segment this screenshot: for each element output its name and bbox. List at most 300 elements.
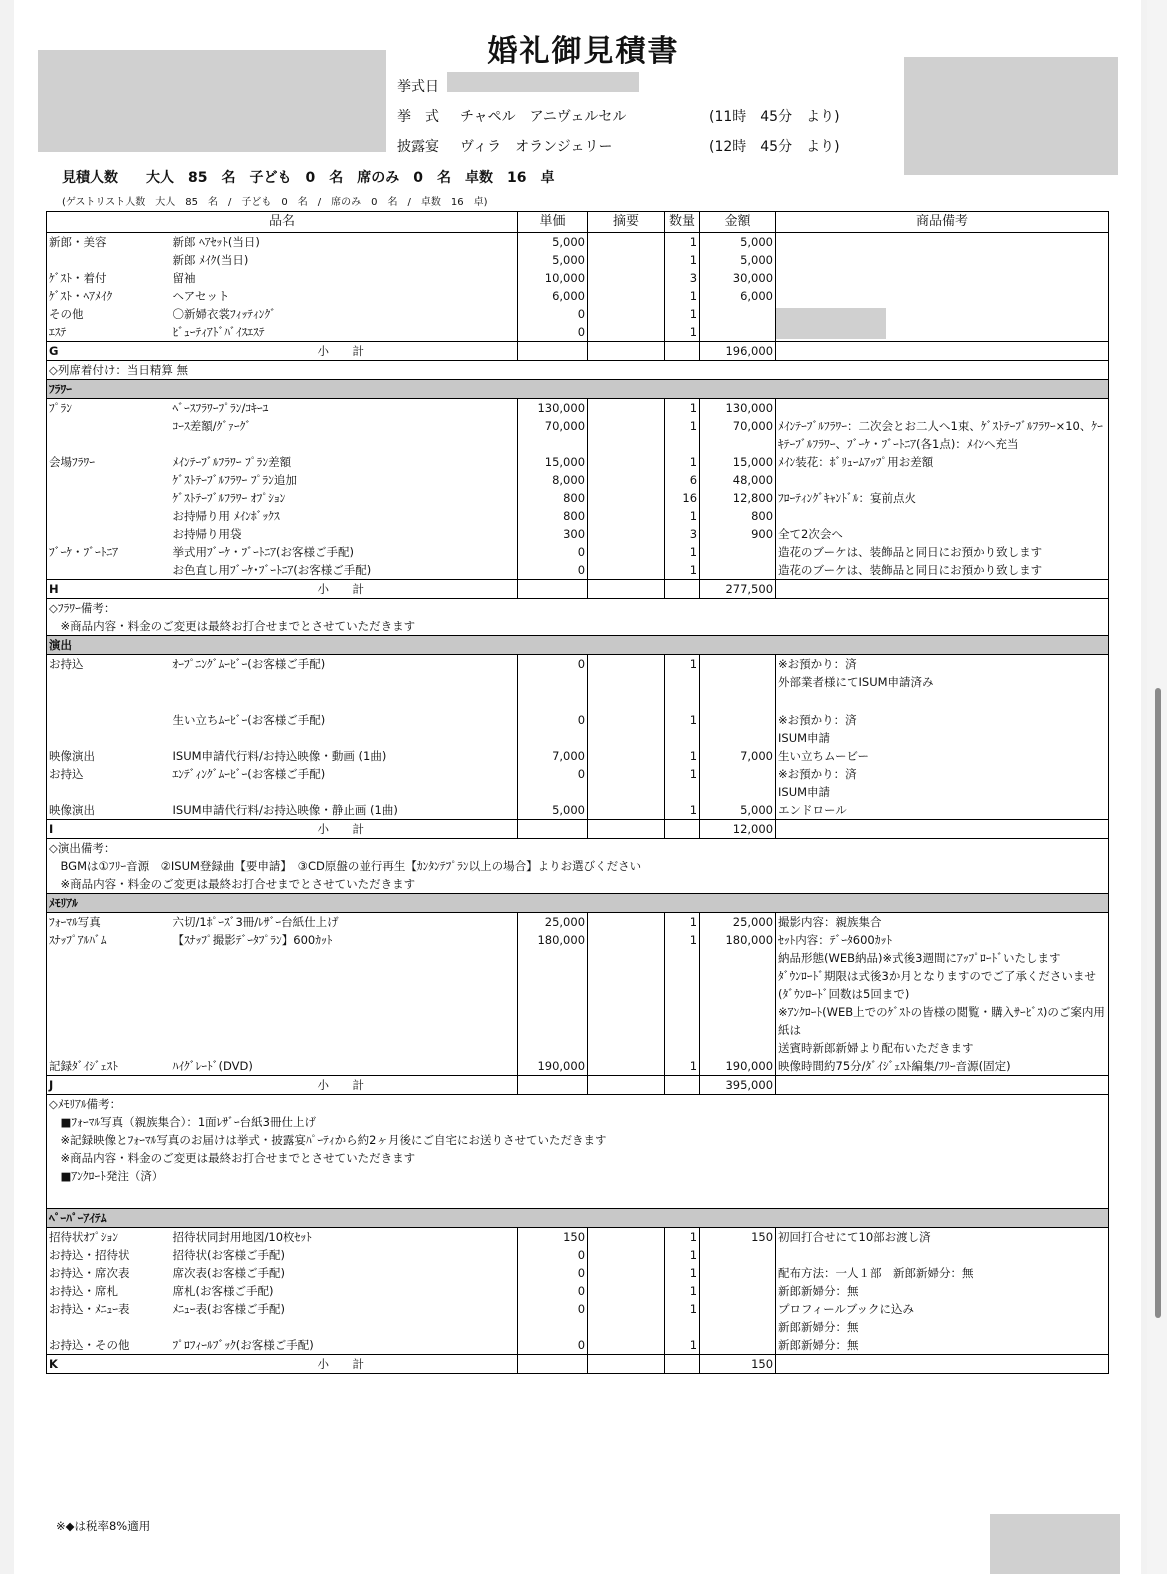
section-note: ◇列席着付け：当日精算 無 <box>47 361 1109 380</box>
qty-cell: 1 <box>665 711 700 747</box>
table-row <box>47 801 1109 820</box>
unit-price-cell: 150 <box>518 1227 588 1246</box>
amount-cell: 15,000 <box>700 453 776 471</box>
summary-cell <box>588 1300 665 1336</box>
amount-cell: 180,000 <box>700 931 776 1057</box>
category-cell: 招待状ｵﾌﾟｼｮﾝ <box>49 1229 118 1244</box>
category-cell: お持込 <box>49 766 84 781</box>
subtotal-empty <box>776 819 1109 838</box>
qty-cell: 1 <box>665 507 700 525</box>
unit-price-cell: 70,000 <box>518 417 588 453</box>
category-cell: 映像演出 <box>49 748 95 763</box>
category-cell <box>47 507 171 525</box>
remark-cell <box>776 305 1109 323</box>
subtotal-empty <box>518 1075 588 1094</box>
table-row <box>47 1246 1109 1264</box>
remark-cell <box>776 1246 1109 1264</box>
summary-cell <box>588 525 665 543</box>
summary-cell <box>588 323 665 342</box>
category-cell: 会場ﾌﾗﾜｰ <box>49 455 95 469</box>
amount-cell <box>700 1300 776 1336</box>
item-name-cell: 留袖 <box>172 271 196 285</box>
summary-cell <box>588 711 665 747</box>
table-row <box>47 417 1109 453</box>
category-cell: お持込・席次表 <box>49 1265 130 1280</box>
summary-cell <box>588 269 665 287</box>
subtotal-label: 小 計 <box>171 342 518 361</box>
subtotal-code: J <box>47 1075 171 1094</box>
item-name-cell: お持帰り用袋 <box>172 527 242 541</box>
amount-cell <box>700 305 776 323</box>
amount-cell: 12,800 <box>700 489 776 507</box>
subtotal-amount: 150 <box>700 1354 776 1373</box>
amount-cell: 6,000 <box>700 287 776 305</box>
qty-cell: 1 <box>665 1057 700 1076</box>
unit-price-cell: 5,000 <box>518 251 588 269</box>
qty-cell: 1 <box>665 1282 700 1300</box>
section-title: 演出 <box>47 636 1109 655</box>
section-header-row <box>47 1208 1109 1227</box>
subtotal-label: 小 計 <box>171 580 518 599</box>
reception-venue: ヴィラ オランジェリー <box>460 139 613 155</box>
category-cell <box>47 471 171 489</box>
subtotal-empty <box>665 819 700 838</box>
table-row <box>47 489 1109 507</box>
redacted-ceremony-date <box>447 72 639 92</box>
guest-list-headcount: (ゲストリスト人数 大人 85 名 / 子ども 0 名 / 席のみ 0 名 / 卓数 16 卓) <box>62 197 488 208</box>
col-header-item: 品名 <box>47 212 518 233</box>
redacted-block-bottom <box>990 1514 1120 1574</box>
item-name-cell: お色直し用ﾌﾞｰｹ･ﾌﾞｰﾄﾆｱ(お客様ご手配) <box>172 563 372 577</box>
unit-price-cell: 8,000 <box>518 471 588 489</box>
qty-cell: 1 <box>665 323 700 342</box>
unit-price-cell: 7,000 <box>518 747 588 765</box>
item-name-cell: 〇新婦衣裳ﾌｨｯﾃｨﾝｸﾞ <box>172 307 276 321</box>
category-cell: お持込・招待状 <box>49 1247 130 1262</box>
table-row <box>47 711 1109 747</box>
unit-price-cell: 180,000 <box>518 931 588 1057</box>
unit-price-cell: 0 <box>518 711 588 747</box>
table-row <box>47 1264 1109 1282</box>
col-header-qty: 数量 <box>665 212 700 233</box>
item-name-cell: ﾒｲﾝﾃｰﾌﾞﾙﾌﾗﾜｰ ﾌﾟﾗﾝ差額 <box>172 455 292 469</box>
unit-price-cell: 800 <box>518 507 588 525</box>
item-name-cell: ﾌﾟﾛﾌｨｰﾙﾌﾞｯｸ(お客様ご手配) <box>172 1337 314 1352</box>
remark-cell: 造花のブーケは、装飾品と同日にお預かり致します <box>776 561 1109 580</box>
table-row <box>47 471 1109 489</box>
amount-cell: 150 <box>700 1227 776 1246</box>
ceremony-venue: チャペル アニヴェルセル <box>460 109 627 125</box>
item-name-cell: ﾒﾆｭｰ表(お客様ご手配) <box>172 1301 285 1316</box>
amount-cell <box>700 543 776 561</box>
qty-cell: 6 <box>665 471 700 489</box>
category-cell <box>47 489 171 507</box>
item-name-cell: ｵｰﾌﾟﾆﾝｸﾞﾑｰﾋﾞｰ(お客様ご手配) <box>172 657 326 671</box>
table-row <box>47 1057 1109 1076</box>
subtotal-empty <box>665 342 700 361</box>
category-cell <box>47 561 171 580</box>
table-row <box>47 323 1109 342</box>
page-title: 婚礼御見積書 <box>487 34 680 69</box>
summary-cell <box>588 765 665 801</box>
unit-price-cell: 0 <box>518 305 588 323</box>
subtotal-row <box>47 819 1109 838</box>
category-cell: 記録ﾀﾞｲｼﾞｪｽﾄ <box>49 1058 118 1073</box>
amount-cell: 7,000 <box>700 747 776 765</box>
section-title: ﾍﾟｰﾊﾟｰｱｲﾃﾑ <box>47 1208 1109 1227</box>
qty-cell: 1 <box>665 453 700 471</box>
qty-cell: 1 <box>665 543 700 561</box>
table-row <box>47 765 1109 801</box>
summary-cell <box>588 801 665 820</box>
unit-price-cell: 130,000 <box>518 399 588 418</box>
remark-cell: ﾒｲﾝﾃｰﾌﾞﾙﾌﾗﾜｰ：二次会とお二人へ1束、ｹﾞｽﾄﾃｰﾌﾞﾙﾌﾗﾜｰ×10、ｹｰｷﾃｰﾌﾞﾙﾌﾗﾜｰ、ﾌﾞｰｹ・ﾌﾞｰﾄﾆｱ(各1点)：ﾒｲﾝへ充当 <box>776 417 1109 453</box>
item-name-cell: ｴﾝﾃﾞｨﾝｸﾞﾑｰﾋﾞｰ(お客様ご手配) <box>172 766 326 781</box>
table-row <box>47 747 1109 765</box>
remark-cell <box>776 251 1109 269</box>
item-name-cell: 【ｽﾅｯﾌﾟ撮影ﾃﾞｰﾀﾌﾟﾗﾝ】600ｶｯﾄ <box>172 932 333 947</box>
unit-price-cell: 5,000 <box>518 233 588 252</box>
ceremony-date-label: 挙式日 <box>397 79 439 95</box>
item-name-cell: 新郎 ﾒｲｸ(当日) <box>172 253 249 267</box>
remark-cell: エンドロール <box>776 801 1109 820</box>
remark-cell <box>776 399 1109 418</box>
unit-price-cell: 0 <box>518 561 588 580</box>
qty-cell: 3 <box>665 525 700 543</box>
amount-cell: 5,000 <box>700 233 776 252</box>
subtotal-empty <box>665 1354 700 1373</box>
subtotal-amount: 12,000 <box>700 819 776 838</box>
category-cell <box>47 251 171 269</box>
qty-cell: 1 <box>665 561 700 580</box>
table-row <box>47 233 1109 252</box>
section-note-row <box>47 361 1109 380</box>
estimate-table <box>46 211 1109 1374</box>
subtotal-code: G <box>47 342 171 361</box>
item-name-cell: ｹﾞｽﾄﾃｰﾌﾞﾙﾌﾗﾜｰ ｵﾌﾟｼｮﾝ <box>172 491 286 505</box>
subtotal-empty <box>665 580 700 599</box>
remark-cell: 配布方法：一人１部 新郎新婦分：無 <box>776 1264 1109 1282</box>
summary-cell <box>588 453 665 471</box>
subtotal-row <box>47 342 1109 361</box>
scrollbar-track[interactable] <box>1147 0 1167 1574</box>
item-name-cell: 生い立ちﾑｰﾋﾞｰ(お客様ご手配) <box>172 712 326 727</box>
category-cell: お持込・席札 <box>49 1283 118 1298</box>
amount-cell <box>700 765 776 801</box>
remark-cell: 造花のブーケは、装飾品と同日にお預かり致します <box>776 543 1109 561</box>
amount-cell <box>700 1282 776 1300</box>
unit-price-cell: 0 <box>518 1282 588 1300</box>
item-name-cell: 席札(お客様ご手配) <box>172 1283 274 1298</box>
amount-cell: 5,000 <box>700 251 776 269</box>
category-cell: お持込・その他 <box>49 1337 130 1352</box>
amount-cell: 25,000 <box>700 912 776 931</box>
category-cell <box>47 711 171 747</box>
qty-cell: 1 <box>665 801 700 820</box>
table-row <box>47 543 1109 561</box>
amount-cell: 48,000 <box>700 471 776 489</box>
amount-cell: 800 <box>700 507 776 525</box>
remark-cell: プロフィールブックに込み 新郎新婦分：無 <box>776 1300 1109 1336</box>
subtotal-empty <box>665 1075 700 1094</box>
item-name-cell: ｹﾞｽﾄﾃｰﾌﾞﾙﾌﾗﾜｰ ﾌﾟﾗﾝ追加 <box>172 473 297 487</box>
unit-price-cell: 300 <box>518 525 588 543</box>
qty-cell: 1 <box>665 233 700 252</box>
unit-price-cell: 190,000 <box>518 1057 588 1076</box>
table-row <box>47 305 1109 323</box>
qty-cell: 1 <box>665 251 700 269</box>
table-row <box>47 525 1109 543</box>
category-cell: 映像演出 <box>49 802 95 817</box>
subtotal-empty <box>518 580 588 599</box>
remark-cell <box>776 233 1109 252</box>
table-header-row <box>47 212 1109 233</box>
item-name-cell: 新郎 ﾍｱｾｯﾄ(当日) <box>172 235 260 249</box>
table-row <box>47 507 1109 525</box>
summary-cell <box>588 747 665 765</box>
summary-cell <box>588 471 665 489</box>
section-header-row <box>47 893 1109 912</box>
item-name-cell: お持帰り用 ﾒｲﾝﾎﾞｯｸｽ <box>172 509 280 523</box>
table-row <box>47 912 1109 931</box>
tax-footnote: ※◆は税率8%適用 <box>56 1519 151 1533</box>
item-name-cell: ISUM申請代行料/お持込映像・静止画 (1曲) <box>172 802 398 817</box>
unit-price-cell: 15,000 <box>518 453 588 471</box>
reception-time: (12時 45分 より) <box>709 139 840 155</box>
qty-cell: 1 <box>665 287 700 305</box>
category-cell: ｴｽﾃ <box>49 325 67 339</box>
subtotal-empty <box>518 342 588 361</box>
category-cell: その他 <box>49 307 84 321</box>
amount-cell <box>700 323 776 342</box>
remark-cell: ｾｯﾄ内容：ﾃﾞｰﾀ600ｶｯﾄ 納品形態(WEB納品)※式後3週間にｱｯﾌﾟﾛｰﾄﾞいたします ﾀﾞｳﾝﾛｰﾄﾞ期限は式後3か月となりますのでご了承くださいませ (ﾀﾞｳﾝﾛｰﾄﾞ回数は5回まで) ※ｱﾝｸﾛｰﾄ(WEB上でのｹﾞｽﾄの皆様の閲覧・購入ｻｰﾋﾞｽ)のご案内用紙は 送賓時新郎新婦より配布いただきます <box>776 931 1109 1057</box>
qty-cell: 1 <box>665 417 700 453</box>
item-name-cell: 招待状同封用地図/10枚ｾｯﾄ <box>172 1229 312 1244</box>
remark-cell: 撮影内容：親族集合 <box>776 912 1109 931</box>
summary-cell <box>588 233 665 252</box>
summary-cell <box>588 305 665 323</box>
category-cell: ﾌﾟﾗﾝ <box>49 401 72 415</box>
unit-price-cell: 0 <box>518 655 588 711</box>
estimate-headcount: 見積人数 大人 85 名 子ども 0 名 席のみ 0 名 卓数 16 卓 <box>62 170 555 186</box>
table-row <box>47 399 1109 418</box>
subtotal-empty <box>588 1075 665 1094</box>
unit-price-cell: 0 <box>518 543 588 561</box>
remark-cell <box>776 323 1109 342</box>
summary-cell <box>588 489 665 507</box>
remark-cell: ※お預かり：済 ISUM申請 <box>776 765 1109 801</box>
table-body <box>47 233 1109 1374</box>
table-row <box>47 453 1109 471</box>
qty-cell: 1 <box>665 305 700 323</box>
table-row <box>47 269 1109 287</box>
section-note: ◇演出備考： BGMは①ﾌﾘｰ音源 ②ISUM登録曲【要申請】 ③CD原盤の並行再生【ｶﾝﾀﾝﾃﾌﾟﾗﾝ以上の場合】よりお選びください ※商品内容・料金のご変更は最終お打合せまでとさせていただきます <box>47 838 1109 893</box>
remark-cell: 初回打合せにて10部お渡し済 <box>776 1227 1109 1246</box>
col-header-remarks: 商品備考 <box>776 212 1109 233</box>
summary-cell <box>588 417 665 453</box>
table-row <box>47 931 1109 1057</box>
subtotal-empty <box>518 1354 588 1373</box>
amount-cell: 900 <box>700 525 776 543</box>
subtotal-empty <box>518 819 588 838</box>
category-cell: お持込 <box>49 657 84 671</box>
table-row <box>47 1300 1109 1336</box>
unit-price-cell: 0 <box>518 323 588 342</box>
remark-cell: ﾌﾛｰﾃｨﾝｸﾞｷｬﾝﾄﾞﾙ：宴前点火 <box>776 489 1109 507</box>
qty-cell: 1 <box>665 765 700 801</box>
table-row <box>47 655 1109 711</box>
unit-price-cell: 10,000 <box>518 269 588 287</box>
qty-cell: 1 <box>665 1300 700 1336</box>
category-cell: ｽﾅｯﾌﾟｱﾙﾊﾞﾑ <box>49 932 107 947</box>
subtotal-empty <box>776 580 1109 599</box>
section-title: ﾌﾗﾜｰ <box>47 380 1109 399</box>
summary-cell <box>588 1282 665 1300</box>
remark-cell: 新郎新婦分：無 <box>776 1282 1109 1300</box>
amount-cell <box>700 1264 776 1282</box>
table-row <box>47 561 1109 580</box>
summary-cell <box>588 1057 665 1076</box>
amount-cell: 70,000 <box>700 417 776 453</box>
ceremony-label: 挙 式 <box>397 109 439 125</box>
amount-cell <box>700 711 776 747</box>
remark-cell <box>776 269 1109 287</box>
unit-price-cell: 0 <box>518 1246 588 1264</box>
summary-cell <box>588 251 665 269</box>
subtotal-label: 小 計 <box>171 1354 518 1373</box>
reception-label: 披露宴 <box>397 139 439 155</box>
scrollbar-thumb[interactable] <box>1155 688 1161 1318</box>
remark-cell: 映像時間約75分/ﾀﾞｲｼﾞｪｽﾄ編集/ﾌﾘｰ音源(固定) <box>776 1057 1109 1076</box>
unit-price-cell: 25,000 <box>518 912 588 931</box>
redacted-block-right <box>904 57 1118 175</box>
subtotal-empty <box>588 580 665 599</box>
subtotal-label: 小 計 <box>171 819 518 838</box>
amount-cell: 190,000 <box>700 1057 776 1076</box>
subtotal-code: H <box>47 580 171 599</box>
summary-cell <box>588 399 665 418</box>
qty-cell: 1 <box>665 912 700 931</box>
table-row <box>47 287 1109 305</box>
item-name-cell: ﾋﾞｭｰﾃｨｱﾄﾞﾊﾞｲｽｴｽﾃ <box>172 325 265 339</box>
item-name-cell: 挙式用ﾌﾞｰｹ・ﾌﾞｰﾄﾆｱ(お客様ご手配) <box>172 545 354 559</box>
subtotal-row <box>47 1075 1109 1094</box>
summary-cell <box>588 1246 665 1264</box>
subtotal-code: K <box>47 1354 171 1373</box>
amount-cell: 30,000 <box>700 269 776 287</box>
summary-cell <box>588 507 665 525</box>
table-row <box>47 1336 1109 1355</box>
section-title: ﾒﾓﾘｱﾙ <box>47 893 1109 912</box>
summary-cell <box>588 561 665 580</box>
subtotal-code: I <box>47 819 171 838</box>
qty-cell: 1 <box>665 1246 700 1264</box>
unit-price-cell: 0 <box>518 1300 588 1336</box>
item-name-cell: ｺｰｽ差額/ｸﾞｧｰｸﾞ <box>172 419 252 433</box>
remark-cell: ﾒｲﾝ装花：ﾎﾞﾘｭｰﾑｱｯﾌﾟ用お差額 <box>776 453 1109 471</box>
subtotal-empty <box>588 342 665 361</box>
subtotal-empty <box>776 1075 1109 1094</box>
summary-cell <box>588 1264 665 1282</box>
item-name-cell: ﾍﾞｰｽﾌﾗﾜｰﾌﾟﾗﾝ/ｺｷｰﾕ <box>172 401 269 415</box>
unit-price-cell: 5,000 <box>518 801 588 820</box>
table-row <box>47 251 1109 269</box>
qty-cell: 1 <box>665 1227 700 1246</box>
unit-price-cell: 6,000 <box>518 287 588 305</box>
summary-cell <box>588 287 665 305</box>
category-cell: ｹﾞｽﾄ・着付 <box>49 271 107 285</box>
summary-cell <box>588 1227 665 1246</box>
subtotal-label: 小 計 <box>171 1075 518 1094</box>
amount-cell <box>700 655 776 711</box>
unit-price-cell: 0 <box>518 1336 588 1355</box>
remark-cell <box>776 507 1109 525</box>
ceremony-time: (11時 45分 より) <box>709 109 840 125</box>
qty-cell: 1 <box>665 1264 700 1282</box>
category-cell <box>47 525 171 543</box>
subtotal-amount: 395,000 <box>700 1075 776 1094</box>
qty-cell: 1 <box>665 1336 700 1355</box>
amount-cell <box>700 1336 776 1355</box>
col-header-unit-price: 単価 <box>518 212 588 233</box>
amount-cell <box>700 561 776 580</box>
remark-cell: 生い立ちムービー <box>776 747 1109 765</box>
table-row <box>47 1282 1109 1300</box>
qty-cell: 1 <box>665 655 700 711</box>
subtotal-row <box>47 580 1109 599</box>
section-note: ◇ﾌﾗﾜｰ備考： ※商品内容・料金のご変更は最終お打合せまでとさせていただきます <box>47 599 1109 636</box>
section-note-row <box>47 1094 1109 1208</box>
amount-cell: 130,000 <box>700 399 776 418</box>
remark-cell: ※お預かり：済 外部業者様にてISUM申請済み <box>776 655 1109 711</box>
qty-cell: 1 <box>665 931 700 1057</box>
summary-cell <box>588 1336 665 1355</box>
item-name-cell: 六切/1ﾎﾟｰｽﾞ3冊/ﾚｻﾞｰ台紙仕上げ <box>172 914 339 929</box>
subtotal-empty <box>588 819 665 838</box>
section-header-row <box>47 636 1109 655</box>
col-header-amount: 金額 <box>700 212 776 233</box>
section-note: ◇ﾒﾓﾘｱﾙ備考： ■ﾌｫｰﾏﾙ写真（親族集合）：1面ﾚｻﾞｰ台紙3冊仕上げ ※記録映像とﾌｫｰﾏﾙ写真のお届けは挙式・披露宴ﾊﾟｰﾃｨから約2ヶ月後にご自宅にお送りさせていただきます ※商品内容・料金のご変更は最終お打合せまでとさせていただきます ■ｱﾝｸﾛｰﾄ発注（済） <box>47 1094 1109 1208</box>
item-name-cell: 招待状(お客様ご手配) <box>172 1247 285 1262</box>
amount-cell <box>700 1246 776 1264</box>
remark-cell: 全て2次会へ <box>776 525 1109 543</box>
subtotal-empty <box>776 342 1109 361</box>
qty-cell: 16 <box>665 489 700 507</box>
subtotal-empty <box>588 1354 665 1373</box>
remark-cell: ※お預かり：済 ISUM申請 <box>776 711 1109 747</box>
summary-cell <box>588 655 665 711</box>
qty-cell: 1 <box>665 747 700 765</box>
remark-cell <box>776 287 1109 305</box>
subtotal-row <box>47 1354 1109 1373</box>
section-header-row <box>47 380 1109 399</box>
category-cell: ﾌｫｰﾏﾙ写真 <box>49 914 101 929</box>
summary-cell <box>588 543 665 561</box>
category-cell <box>47 417 171 453</box>
qty-cell: 3 <box>665 269 700 287</box>
unit-price-cell: 0 <box>518 765 588 801</box>
col-header-summary: 摘要 <box>588 212 665 233</box>
remark-cell <box>776 471 1109 489</box>
category-cell: お持込・ﾒﾆｭｰ表 <box>49 1301 130 1316</box>
category-cell: ﾌﾞｰｹ・ﾌﾞｰﾄﾆｱ <box>49 545 118 559</box>
section-note-row <box>47 838 1109 893</box>
subtotal-empty <box>776 1354 1109 1373</box>
category-cell: 新郎・美容 <box>49 235 107 249</box>
amount-cell: 5,000 <box>700 801 776 820</box>
item-name-cell: ヘアセット <box>172 289 230 303</box>
summary-cell <box>588 912 665 931</box>
